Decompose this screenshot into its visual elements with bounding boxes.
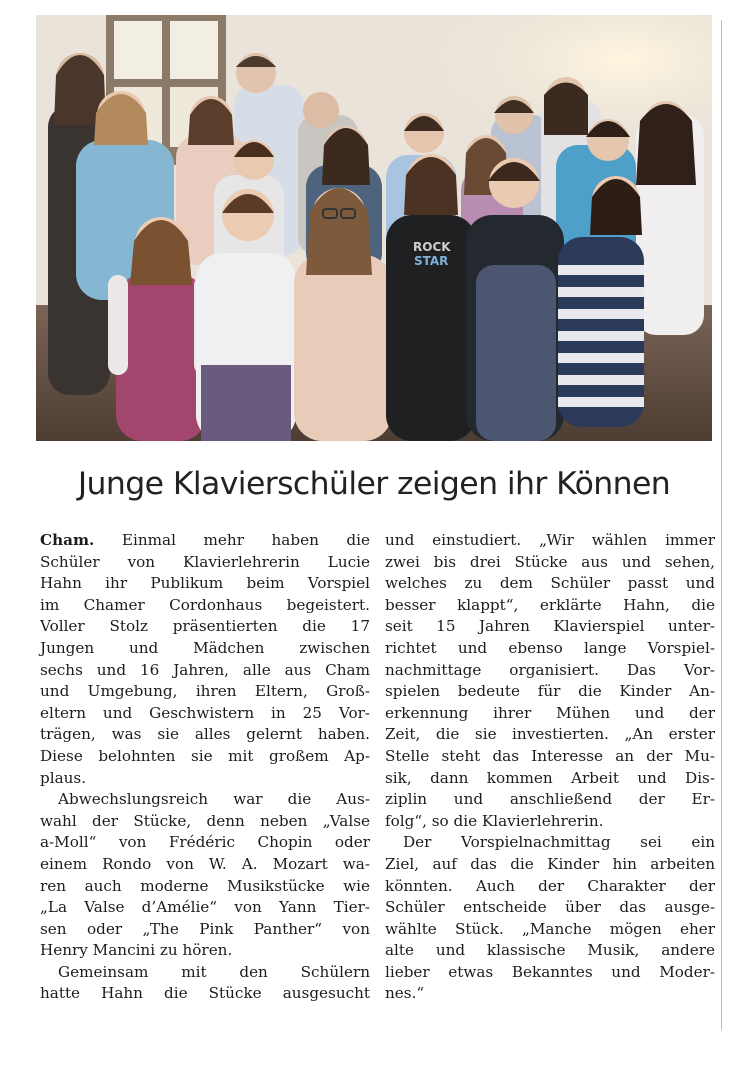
- column-rule: [721, 20, 722, 1030]
- dateline: Cham.: [40, 531, 95, 549]
- article-headline: Junge Klavierschüler zeigen ihr Können: [77, 466, 671, 502]
- paragraph-3: Gemeinsam mit den Schülern hatte Hahn die Stücke ausgesucht: [40, 962, 370, 1003]
- shirt-print-line1: ROCK: [413, 240, 451, 254]
- paragraph-1: Cham. Einmal mehr haben die Schüler von Klavierlehrerin Lucie Hahn ihr Publikum beim Vorspiel im Chamer Cordonhaus begeistert. Voller Stolz präsentierten die 17 Jungen und Mädchen zwischen sechs und 16 Jahren, alle aus Cham und Umgebung, ihren Eltern, Groß- eltern und Geschwistern in 25 Vor- trägen, was sie alles gelernt haben. Diese belohnten sie mit großem Ap- plaus.: [40, 531, 370, 787]
- right-column: [385, 530, 715, 1005]
- paragraph-5: Der Vorspielnachmittag sei ein Ziel, auf das die Kinder hin arbeiten könnten. Auch der Charakter der Schüler entscheide über das ausge- wählte Stück. „Manche mögen eher alte und klassische Musik, andere lieber etwas Bekanntes und Moder- nes.“: [385, 833, 715, 1003]
- left-column: [40, 530, 370, 1005]
- shirt-print-line2: STAR: [414, 254, 449, 268]
- paragraph-2: Abwechslungsreich war die Aus- wahl der Stücke, denn neben „Valse a-Moll“ von Frédéric Chopin oder einem Rondo von W. A. Mozart wa- ren auch moderne Musikstücke wie „La Valse d’Amélie“ von Yann Tier- sen oder „The Pink Panther“ von Henry Mancini zu hören.: [40, 790, 370, 960]
- group-photo: [36, 15, 712, 441]
- paragraph-4: und einstudiert. „Wir wählen immer zwei bis drei Stücke aus und sehen, welches zu dem Schüler passt und besser klappt“, erklärte Hahn, die seit 15 Jahren Klavierspiel unter- richtet und ebenso lange Vorspiel- nachmittage organisiert. Das Vor- spielen bedeute für die Kinder An- erkennung ihrer Mühen und der Zeit, die sie investierten. „An erster Stelle steht das Interesse an der Mu- sik, dann kommen Arbeit und Dis- ziplin und anschließend der Er- folg“, so die Klavierlehrerin.: [385, 531, 715, 830]
